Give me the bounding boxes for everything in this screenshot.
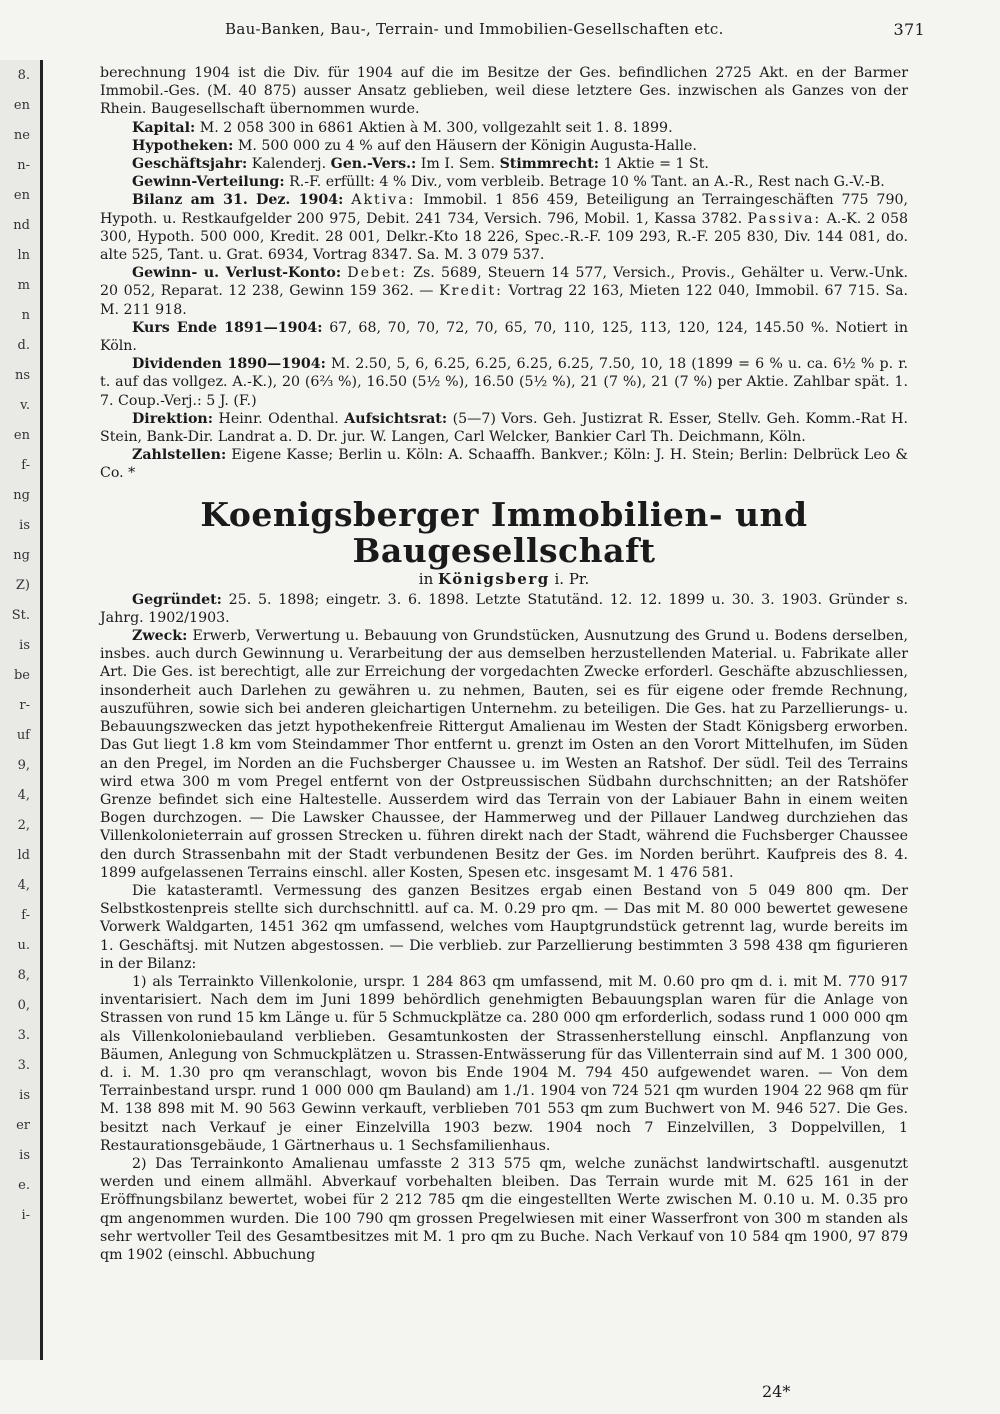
- margin-fragment: St.: [11, 608, 30, 623]
- meeting-fields: Geschäftsjahr: Kalenderj. Gen.-Vers.: Im I. Sem. Stimmrecht: 1 Aktie = 1 St.: [132, 156, 709, 173]
- margin-fragment: is: [19, 1148, 30, 1163]
- text-column: [100, 64, 908, 1264]
- margin-fragment: nd: [13, 218, 30, 233]
- margin-fragment: 3.: [17, 1058, 30, 1073]
- margin-fragment: n: [21, 308, 30, 323]
- margin-fragment: is: [19, 638, 30, 653]
- gegruendet-field: Gegründet: 25. 5. 1898; eingetr. 3. 6. 1898. Letzte Statutänd. 12. 12. 1899 u. 30. 3. 1903. Gründer s. Jahrg. 1902/1903.: [100, 591, 908, 626]
- kurs-field: Kurs Ende 1891—1904: 67, 68, 70, 70, 72, 70, 65, 70, 110, 125, 113, 120, 124, 145.50 %. Notiert in Köln.: [100, 319, 908, 355]
- margin-fragment: ng: [13, 488, 30, 503]
- margin-fragment: e.: [18, 1178, 30, 1193]
- adjacent-page-margin: [0, 60, 43, 1360]
- margin-fragment: 4,: [17, 788, 30, 803]
- margin-fragment: en: [13, 188, 30, 203]
- margin-fragment: u.: [17, 938, 30, 953]
- margin-fragment: 0,: [17, 998, 30, 1013]
- company-title: Koenigsberger Immobilien- und Baugesellschaft: [200, 494, 808, 570]
- margin-fragment: is: [19, 1088, 30, 1103]
- villenkolonie-paragraph: 1) als Terrainkto Villenkolonie, urspr. 1 284 863 qm umfassend, mit M. 0.60 pro qm d. i. mit M. 770 917 inventarisiert. Nach dem im Juni 1899 behördlich genehmigten Bebauungsplan waren für die Anlage von Strassen von rund 15 km Länge u. für 5 Schmuckplätze ca. 280 000 qm erforderlich, sodass rund 1 000 000 qm als Villenkoloniebauland verblieben. Gesamtunkosten der Strassenherstellung einschl. Anpflanzung von Bäumen, Anlegung von Schmuckplätzen u. Strassen-Entwässerung für das Villenterrain sind auf M. 1 300 000, d. i. M. 1.30 pro qm veranschlagt, wovon bis Ende 1904 M. 794 450 aufgewendet waren. — Von dem Terrainbestand urspr. rund 1 000 000 qm Bauland) am 1./1. 1904 von 724 521 qm wurden 1904 22 968 qm für M. 138 898 mit M. 90 563 Gewinn verkauft, verblieben 701 553 qm zum Buchwert von M. 946 527. Die Ges. besitzt nach Verkauf je einer Einzelvilla 1903 bezw. 1904 noch 7 Einzelvillen, 3 Doppelvillen, 1 Restaurationsgebäude, 1 Gärtnerhaus u. 1 Sechsfamilienhaus.: [100, 973, 908, 1154]
- kapital-field: Kapital: M. 2 058 300 in 6861 Aktien à M. 300, vollgezahlt seit 1. 8. 1899.: [132, 119, 673, 136]
- margin-fragment: d.: [17, 338, 30, 353]
- margin-fragment: uf: [16, 728, 30, 743]
- direktion-field: Direktion: Heinr. Odenthal. Aufsichtsrat: (5—7) Vors. Geh. Justizrat R. Esser, Stellv. Geh. Komm.-Rat H. Stein, Bank-Dir. Landrat a. D. Dr. jur. W. Langen, Carl Welcker, Bankier Carl Th. Deichmann, Köln.: [100, 410, 909, 446]
- zweck-field: Zweck: Erwerb, Verwertung u. Bebauung von Grundstücken, Ausnutzung des Grund u. Bodens derselben, insbes. auch durch Gewinnung u. Verarbeitung der aus demselben herzustellenden Material. u. Fabrikate aller Art. Die Ges. ist berechtigt, alle zur Erreichung der vorgedachten Zwecke erforderl. Geschäfte abzuschliessen, insonderheit auch Darlehen zu gewähren u. zu nehmen, Bauten, sei es für eigene oder fremde Rechnung, auszuführen, sowie sich bei anderen gleichartigen Unternehm. zu beteiligen. Die Ges. hat zu Parzellierungs- u. Bebauungszwecken das jetzt hypothekenfreie Rittergut Amalienau im Westen der Stadt Königsberg erworben. Das Gut liegt 1.8 km vom Steindammer Thor entfernt u. grenzt im Osten an den Vorort Mittelhufen, im Süden an den Pregel, im Norden an die Fuchsberger Chaussee u. im Westen an Ratshof. Der südl. Teil des Terrains wird etwa 300 m vom Pregel entfernt von der Ostpreussischen Südbahn durchschnitten; an der Ratshöfer Grenze befindet sich eine Haltestelle. Ausserdem wird das Terrain von der Labiauer Bahn in einem weiten Bogen durchzogen. — Die Lawsker Chaussee, der Hammerweg und der Pillauer Landweg durchziehen das Villenkolonieterrain auf grossen Strecken u. führen direkt nach der Stadt, während die Fuchsberger Chaussee den durch Strassenbahn mit der Stadt verbundenen Besitz der Ges. im Norden berührt. Kaufpreis des 8. 4. 1899 aufgelassenen Terrains einschl. aller Kosten, Spesen etc. insgesamt M. 1 476 581.: [100, 628, 908, 881]
- margin-fragment: Z): [15, 578, 30, 593]
- margin-fragment: m: [17, 278, 30, 293]
- margin-fragment: f-: [21, 908, 30, 923]
- dividenden-field: Dividenden 1890—1904: M. 2.50, 5, 6, 6.25, 6.25, 6.25, 6.25, 7.50, 10, 18 (1899 = 6 % u. ca. 6½ % p. r. t. auf das vollgez. A.-K.), 20 (6⅔ %), 16.50 (5½ %), 16.50 (5½ %), 21 (7 %), 21 (7 %) per Aktie. Zahlbar spät. 1. 7. Coup.-Verj.: 5 J. (F.): [100, 356, 909, 409]
- vermessung-paragraph: Die katasteramtl. Vermessung des ganzen Besitzes ergab einen Bestand von 5 049 800 qm. Der Selbstkostenpreis stellte sich durchschnittl. auf ca. M. 0.29 pro qm. — Das mit M. 80 000 bewertet gewesene Vorwerk Waldgarten, 1451 362 qm umfassend, welches vom Hauptgrundstück getrennt lag, wurde bereits im 1. Geschäftsj. mit Nutzen abgestossen. — Die verblieb. zur Parzellierung bestimmten 3 598 438 qm figurieren in der Bilanz:: [100, 882, 908, 972]
- hypotheken-field: Hypotheken: M. 500 000 zu 4 % auf den Häusern der Königin Augusta-Halle.: [132, 137, 697, 154]
- margin-fragment: r-: [19, 698, 30, 713]
- margin-fragment: en: [13, 98, 30, 113]
- running-header: [225, 20, 925, 38]
- margin-fragment: 8,: [17, 968, 30, 983]
- margin-fragment: en: [13, 428, 30, 443]
- margin-fragment: ns: [14, 368, 30, 383]
- margin-fragment: ne: [13, 128, 30, 143]
- margin-fragment: v.: [20, 398, 30, 413]
- margin-fragment: f-: [21, 458, 30, 473]
- margin-fragment: 3.: [17, 1028, 30, 1043]
- signature-mark: 24*: [762, 1382, 791, 1401]
- running-title: Bau-Banken, Bau-, Terrain- und Immobilien-Gesellschaften etc.: [225, 20, 724, 38]
- margin-fragment: 9,: [17, 758, 30, 773]
- entry-intro: berechnung 1904 ist die Div. für 1904 auf die im Besitze der Ges. befindlichen 2725 Akt. en der Barmer Immobil.-Ges. (M. 40 875) ausser Ansatz geblieben, weil diese letztere Ges. inzwischen als Ganzes von der Rhein. Baugesellschaft übernommen wurde.: [100, 65, 908, 118]
- margin-fragment: ng: [13, 548, 30, 563]
- gewinn-verteilung-field: Gewinn-Verteilung: R.-F. erfüllt: 4 % Div., vom verbleib. Betrage 10 % Tant. an A.-R., Rest nach G.-V.-B.: [132, 174, 885, 191]
- amalienau-paragraph: 2) Das Terrainkonto Amalienau umfasste 2 313 575 qm, welche zunächst landwirtschaftl. ausgenutzt werden und einem allmähl. Abverkauf vorbehalten bleiben. Das Terrain wurde mit M. 625 161 in der Eröffnungsbilanz bewertet, wobei für 2 212 785 qm die eingestellten Werte zwischen M. 0.10 u. M. 0.35 pro qm angenommen wurden. Die 100 790 qm grossen Pregelwiesen mit einer Wasserfront von 300 m standen als sehr wertvoller Teil des Gesamtbesitzes mit M. 1 pro qm zu Buche. Nach Verkauf von 10 584 qm 1900, 97 879 qm 1902 (einschl. Abbuchung: [100, 1155, 908, 1263]
- margin-fragment: 2,: [17, 818, 30, 833]
- zahlstellen-field: Zahlstellen: Eigene Kasse; Berlin u. Köln: A. Schaaffh. Bankver.; Köln: J. H. Stein; Berlin: Delbrück Leo & Co. *: [100, 447, 909, 482]
- margin-fragment: is: [19, 518, 30, 533]
- page-number: 371: [893, 20, 925, 39]
- margin-fragment: 4,: [17, 878, 30, 893]
- margin-fragment: ld: [17, 848, 30, 863]
- bilanz-field: Bilanz am 31. Dez. 1904: Aktiva: Immobil. 1 856 459, Beteiligung an Terraingeschäften 775 790, Hypoth. u. Restkaufgelder 200 975, Debit. 241 734, Versich. 796, Mobil. 1, Kassa 3782. Passiva: A.-K. 2 058 300, Hypoth. 500 000, Kredit. 28 001, Delkr.-Kto 18 226, Spec.-R.-F. 109 293, R.-F. 205 830, Div. 144 081, do. alte 525, Tant. u. Grat. 6934, Vortrag 8347. Sa. M. 3 079 537.: [100, 192, 909, 264]
- company-location: in Königsberg i. Pr.: [418, 569, 590, 588]
- margin-fragment: be: [13, 668, 30, 683]
- guv-field: Gewinn- u. Verlust-Konto: Debet: Zs. 5689, Steuern 14 577, Versich., Provis., Gehälter u. Verw.-Unk. 20 052, Reparat. 12 238, Gewinn 159 362. — Kredit: Vortrag 22 163, Mieten 122 040, Immobil. 67 715. Sa. M. 211 918.: [100, 265, 909, 318]
- margin-fragment: 8.: [17, 68, 30, 83]
- margin-fragment: er: [16, 1118, 30, 1133]
- margin-fragment: ln: [17, 248, 30, 263]
- margin-fragment: i-: [21, 1208, 30, 1223]
- margin-fragment: n-: [17, 158, 30, 173]
